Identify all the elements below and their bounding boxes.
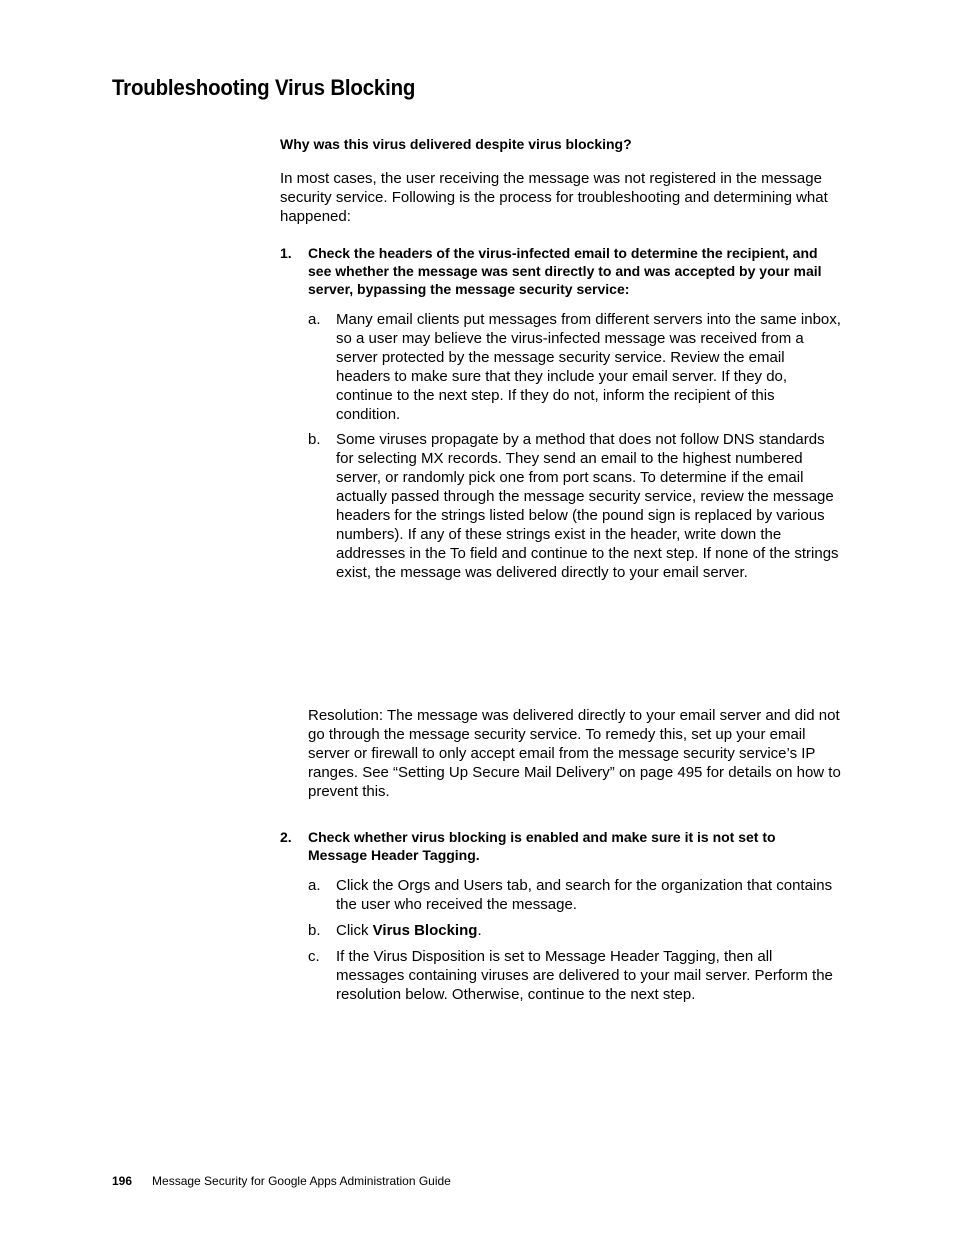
step-1-item-a-letter: a. bbox=[308, 311, 321, 328]
step-1-item-b bbox=[308, 430, 842, 582]
step-1-number: 1. bbox=[280, 245, 292, 261]
step-2-item-c-letter: c. bbox=[308, 948, 320, 965]
step-1-item-a-text: Many email clients put messages from different servers into the same inbox, so a user may believe the virus-infected message was received from a server protected by the message security service. Review the email headers to make sure that they include your email server. If they do, continue to the next step. If they do not, inform the recipient of this condition. bbox=[336, 311, 841, 423]
step-1-text: Check the headers of the virus-infected email to determine the recipient, and see whether the message was sent directly to and was accepted by your mail server, bypassing the message security service: bbox=[308, 245, 822, 297]
step-2-item-b bbox=[308, 921, 842, 940]
step-1-item-a bbox=[308, 310, 842, 424]
step-1-item-b-text: Some viruses propagate by a method that does not follow DNS standards for selecting MX records. They send an email to the highest numbered server, or randomly pick one from port scans. To determine if the email actually passed through the message security service, review the message headers for the strings listed below (the pound sign is replaced by various numbers). If any of these strings exist in the header, write down the addresses in the To field and continue to the next step. If none of the strings exist, the message was delivered directly to your email server. bbox=[336, 431, 839, 581]
step-2-item-a bbox=[308, 876, 842, 914]
step-2-item-b-letter: b. bbox=[308, 922, 321, 939]
step-2-text: Check whether virus blocking is enabled and make sure it is not set to Message Header Tagging. bbox=[308, 829, 776, 863]
resolution-paragraph: Resolution: The message was delivered directly to your email server and did not go through the message security service. To remedy this, set up your email server or firewall to only accept email from the message security service’s IP ranges. See “Setting Up Secure Mail Delivery” on page 495 for details on how to prevent this. bbox=[308, 707, 841, 800]
step-2-item-a-text: Click the Orgs and Users tab, and search for the organization that contains the user who received the message. bbox=[336, 877, 833, 913]
step-2-item-b-prefix: Click bbox=[336, 922, 373, 939]
step-2 bbox=[280, 828, 825, 864]
question-heading: Why was this virus delivered despite virus blocking? bbox=[280, 136, 632, 152]
page-number: 196 bbox=[112, 1174, 133, 1188]
step-2-item-c bbox=[308, 947, 842, 1004]
step-2-number: 2. bbox=[280, 829, 292, 845]
step-1 bbox=[280, 244, 825, 298]
intro-paragraph: In most cases, the user receiving the message was not registered in the message security service. Following is the process for troubleshooting and determining what happened: bbox=[280, 170, 828, 225]
step-1-item-b-letter: b. bbox=[308, 431, 321, 448]
page-footer bbox=[112, 1174, 451, 1188]
virus-blocking-label: Virus Blocking bbox=[372, 922, 478, 939]
step-2-item-a-letter: a. bbox=[308, 877, 321, 894]
page-title: Troubleshooting Virus Blocking bbox=[112, 75, 416, 100]
step-2-item-b-text bbox=[336, 921, 842, 940]
step-2-item-b-suffix: . bbox=[477, 922, 482, 939]
book-title: Message Security for Google Apps Administration Guide bbox=[152, 1174, 451, 1188]
step-2-item-c-text: If the Virus Disposition is set to Message Header Tagging, then all messages containing viruses are delivered to your mail server. Perform the resolution below. Otherwise, continue to the next step. bbox=[336, 948, 833, 1003]
